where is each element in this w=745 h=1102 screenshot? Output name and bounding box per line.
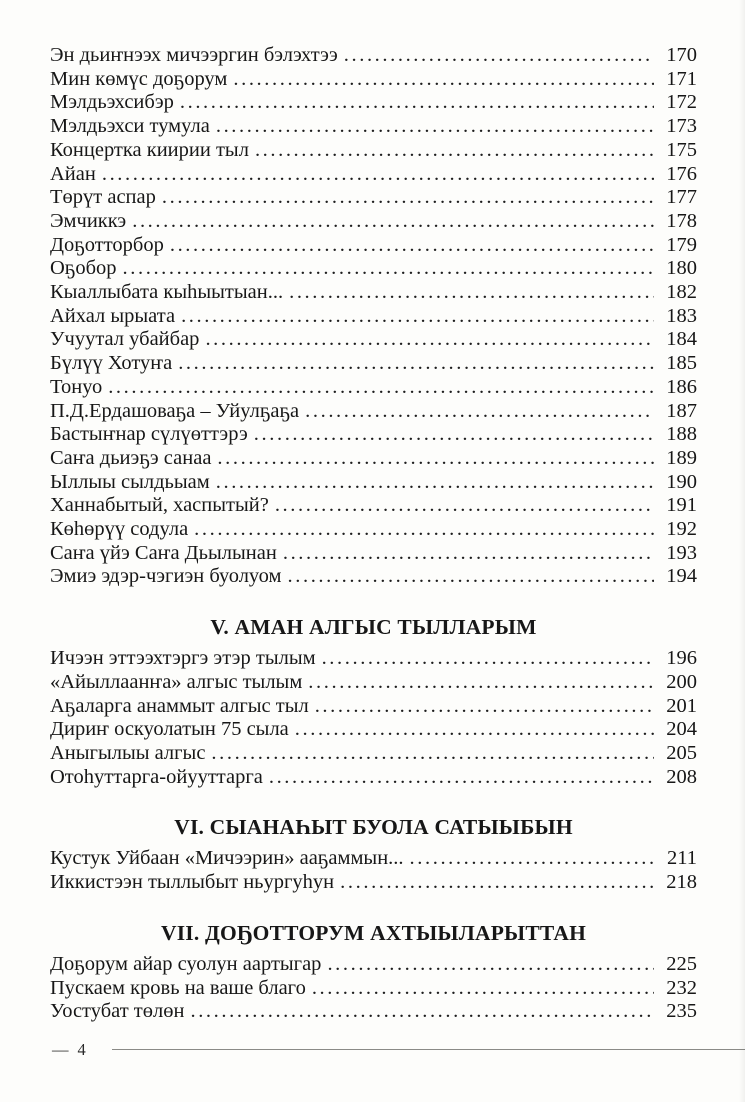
toc-entry bbox=[50, 871, 697, 895]
toc-entry-title: Эмиэ эдэр-чэгиэн буолуом bbox=[50, 565, 282, 588]
toc-entry bbox=[50, 423, 697, 447]
dot-leader bbox=[211, 742, 654, 766]
toc-entry-page: 200 bbox=[666, 670, 697, 693]
toc-entry-page: 182 bbox=[666, 281, 697, 304]
toc-entry bbox=[50, 400, 697, 424]
toc-section bbox=[50, 614, 697, 789]
toc-entry bbox=[50, 695, 697, 719]
dot-leader bbox=[322, 647, 654, 671]
toc-entry-title: Дириҥ оскуолатын 75 сыла bbox=[50, 718, 289, 741]
toc-entry bbox=[50, 847, 697, 871]
toc-entry bbox=[50, 742, 697, 766]
toc-entry-title: Эмчиккэ bbox=[50, 209, 127, 232]
dot-leader bbox=[170, 234, 654, 258]
toc-entry bbox=[50, 471, 697, 495]
toc-entry-page: 171 bbox=[666, 67, 697, 90]
toc-entry-title: Ханнабытый, хаспытый? bbox=[50, 494, 269, 517]
toc-entry-title: Аҕаларга анаммыт алгыс тыл bbox=[50, 694, 309, 717]
toc-section bbox=[50, 44, 697, 589]
toc-entry-page: 180 bbox=[666, 257, 697, 280]
page-number: 4 bbox=[77, 1039, 86, 1059]
dot-leader bbox=[178, 352, 654, 376]
toc-entry-title: «Айыллаанҥа» алгыс тылым bbox=[50, 670, 303, 693]
toc-entry-title: Аныгылыы алгыс bbox=[50, 741, 206, 764]
toc-entry bbox=[50, 186, 697, 210]
toc-entry-title: Саҥа дьиэҕэ санаа bbox=[50, 446, 212, 469]
toc-entry-title: Саҥа үйэ Саҥа Дьылынан bbox=[50, 541, 277, 564]
toc-entry bbox=[50, 671, 697, 695]
toc-entry-page: 177 bbox=[666, 186, 697, 209]
toc-entry-page: 232 bbox=[666, 976, 697, 999]
toc-entry-title: Кустук Уйбаан «Мичээрин» ааҕаммын... bbox=[50, 847, 404, 870]
dot-leader bbox=[108, 376, 654, 400]
toc-entry-page: 218 bbox=[666, 871, 697, 894]
footer-dash: — bbox=[52, 1039, 68, 1059]
toc-entry-page: 184 bbox=[666, 328, 697, 351]
toc-entry-page: 189 bbox=[666, 446, 697, 469]
toc-entry-title: Көһөрүү содула bbox=[50, 518, 189, 541]
toc-entry bbox=[50, 210, 697, 234]
toc-entry-page: 225 bbox=[666, 952, 697, 975]
dot-leader bbox=[344, 44, 654, 68]
dot-leader bbox=[217, 447, 654, 471]
toc-entry-title: Ыллыы сылдьыам bbox=[50, 470, 210, 493]
toc-entry bbox=[50, 953, 697, 977]
toc-entry bbox=[50, 139, 697, 163]
toc-entry bbox=[50, 115, 697, 139]
dot-leader bbox=[162, 186, 654, 210]
toc-entry-title: Иккистээн тыллыбыт ньургуһун bbox=[50, 871, 335, 894]
toc-entry bbox=[50, 305, 697, 329]
dot-leader bbox=[180, 91, 654, 115]
toc-entry-title: Айан bbox=[50, 162, 96, 185]
toc-entry-page: 190 bbox=[666, 470, 697, 493]
toc-entry-page: 186 bbox=[666, 375, 697, 398]
dot-leader bbox=[275, 494, 654, 518]
dot-leader bbox=[308, 671, 654, 695]
toc-section bbox=[50, 814, 697, 894]
toc-entry bbox=[50, 977, 697, 1001]
toc-entry-page: 194 bbox=[666, 565, 697, 588]
toc-entry-page: 187 bbox=[666, 399, 697, 422]
page-footer bbox=[0, 1040, 745, 1060]
dot-leader bbox=[254, 423, 654, 447]
toc-entry-title: Доҕорум айар суолун аартыгар bbox=[50, 952, 322, 975]
toc-entry-page: 201 bbox=[666, 694, 697, 717]
toc-entry-title: Бүлүү Хотуҥа bbox=[50, 352, 173, 375]
toc-entry bbox=[50, 518, 697, 542]
dot-leader bbox=[216, 471, 654, 495]
toc-entry-page: 175 bbox=[666, 138, 697, 161]
toc-entry-title: П.Д.Ердашоваҕа – Уйулҕаҕа bbox=[50, 399, 300, 422]
dot-leader bbox=[205, 328, 654, 352]
toc-entry-page: 193 bbox=[666, 541, 697, 564]
toc-entry bbox=[50, 163, 697, 187]
toc-entry bbox=[50, 281, 697, 305]
toc-entry-page: 191 bbox=[666, 494, 697, 517]
dot-leader bbox=[289, 281, 654, 305]
toc-entry-title: Уостубат төлөн bbox=[50, 1000, 185, 1023]
toc-entry-page: 170 bbox=[666, 44, 697, 66]
toc-entry bbox=[50, 91, 697, 115]
dot-leader bbox=[216, 115, 654, 139]
toc-entry bbox=[50, 718, 697, 742]
section-heading: V. АМАН АЛГЫС ТЫЛЛАРЫМ bbox=[210, 615, 537, 640]
dot-leader bbox=[123, 257, 654, 281]
toc-entry bbox=[50, 376, 697, 400]
toc-entry-page: 183 bbox=[666, 304, 697, 327]
toc-entry-page: 173 bbox=[666, 115, 697, 138]
toc-section bbox=[50, 920, 697, 1024]
dot-leader bbox=[327, 953, 654, 977]
dot-leader bbox=[190, 1000, 654, 1024]
toc-entry-title: Концертка киирии тыл bbox=[50, 138, 249, 161]
toc-entry bbox=[50, 257, 697, 281]
toc-entry bbox=[50, 234, 697, 258]
toc-entry-page: 196 bbox=[666, 647, 697, 670]
toc-entry bbox=[50, 494, 697, 518]
dot-leader bbox=[283, 542, 654, 566]
toc-entry-page: 179 bbox=[666, 233, 697, 256]
toc-entry-title: Учуутал убайбар bbox=[50, 328, 200, 351]
dot-leader bbox=[410, 847, 654, 871]
section-heading: VII. ДОҔОТТОРУМ АХТЫЫЛАРЫТТАН bbox=[161, 920, 586, 945]
dot-leader bbox=[340, 871, 654, 895]
toc-entry-title: Доҕотторбор bbox=[50, 233, 164, 256]
toc-entry-title: Мин көмүс доҕорум bbox=[50, 67, 228, 90]
toc-entry-page: 176 bbox=[666, 162, 697, 185]
toc-entry-title: Оҕобор bbox=[50, 257, 117, 280]
dot-leader bbox=[315, 695, 654, 719]
dot-leader bbox=[102, 163, 654, 187]
toc-entry-title: Ичээн эттээхтэргэ этэр тылым bbox=[50, 647, 316, 670]
dot-leader bbox=[194, 518, 654, 542]
toc-entry bbox=[50, 68, 697, 92]
dot-leader bbox=[269, 766, 654, 790]
toc-entry bbox=[50, 352, 697, 376]
toc-entry-page: 192 bbox=[666, 518, 697, 541]
toc-entry-title: Тонуо bbox=[50, 375, 103, 398]
toc-entry-title: Пускаем кровь на ваше благо bbox=[50, 976, 306, 999]
toc-entry-title: Кыаллыбата кыһыытыан... bbox=[50, 281, 284, 304]
toc-entry bbox=[50, 44, 697, 68]
toc-entry bbox=[50, 328, 697, 352]
toc-entry-title: Айхал ырыата bbox=[50, 304, 176, 327]
toc-entry bbox=[50, 565, 697, 589]
dot-leader bbox=[312, 977, 654, 1001]
toc-entry-page: 172 bbox=[666, 91, 697, 114]
toc-entry-page: 185 bbox=[666, 352, 697, 375]
toc-entry-title: Мэлдьэхси тумула bbox=[50, 115, 210, 138]
toc-entry-title: Бастыҥнар сүлүөттэрэ bbox=[50, 423, 248, 446]
toc-entry bbox=[50, 766, 697, 790]
toc-entry-title: Эн дьиҥнээх мичээргин бэлэхтээ bbox=[50, 44, 338, 66]
dot-leader bbox=[288, 565, 654, 589]
toc-entry bbox=[50, 1000, 697, 1024]
toc-entry bbox=[50, 447, 697, 471]
dot-leader bbox=[132, 210, 654, 234]
dot-leader bbox=[181, 305, 654, 329]
toc-entry-page: 235 bbox=[666, 1000, 697, 1023]
footer-rule bbox=[112, 1049, 745, 1050]
dot-leader bbox=[233, 68, 654, 92]
toc-entry bbox=[50, 542, 697, 566]
toc-entry-page: 205 bbox=[666, 741, 697, 764]
toc-entry-page: 188 bbox=[666, 423, 697, 446]
dot-leader bbox=[255, 139, 654, 163]
toc-entry-page: 204 bbox=[666, 718, 697, 741]
toc-entry-title: Төрүт аспар bbox=[50, 186, 156, 209]
dot-leader bbox=[305, 400, 654, 424]
toc-entry bbox=[50, 647, 697, 671]
toc-entry-page: 178 bbox=[666, 209, 697, 232]
section-heading: VI. СЫАНАҺЫТ БУОЛА САТЫЫБЫН bbox=[174, 815, 573, 840]
toc-entry-page: 208 bbox=[666, 765, 697, 788]
dot-leader bbox=[295, 718, 654, 742]
toc-entry-page: 211 bbox=[667, 847, 697, 870]
toc-entry-title: Отоһуттарга-ойууттарга bbox=[50, 765, 263, 788]
toc-entry-title: Мэлдьэхсибэр bbox=[50, 91, 174, 114]
